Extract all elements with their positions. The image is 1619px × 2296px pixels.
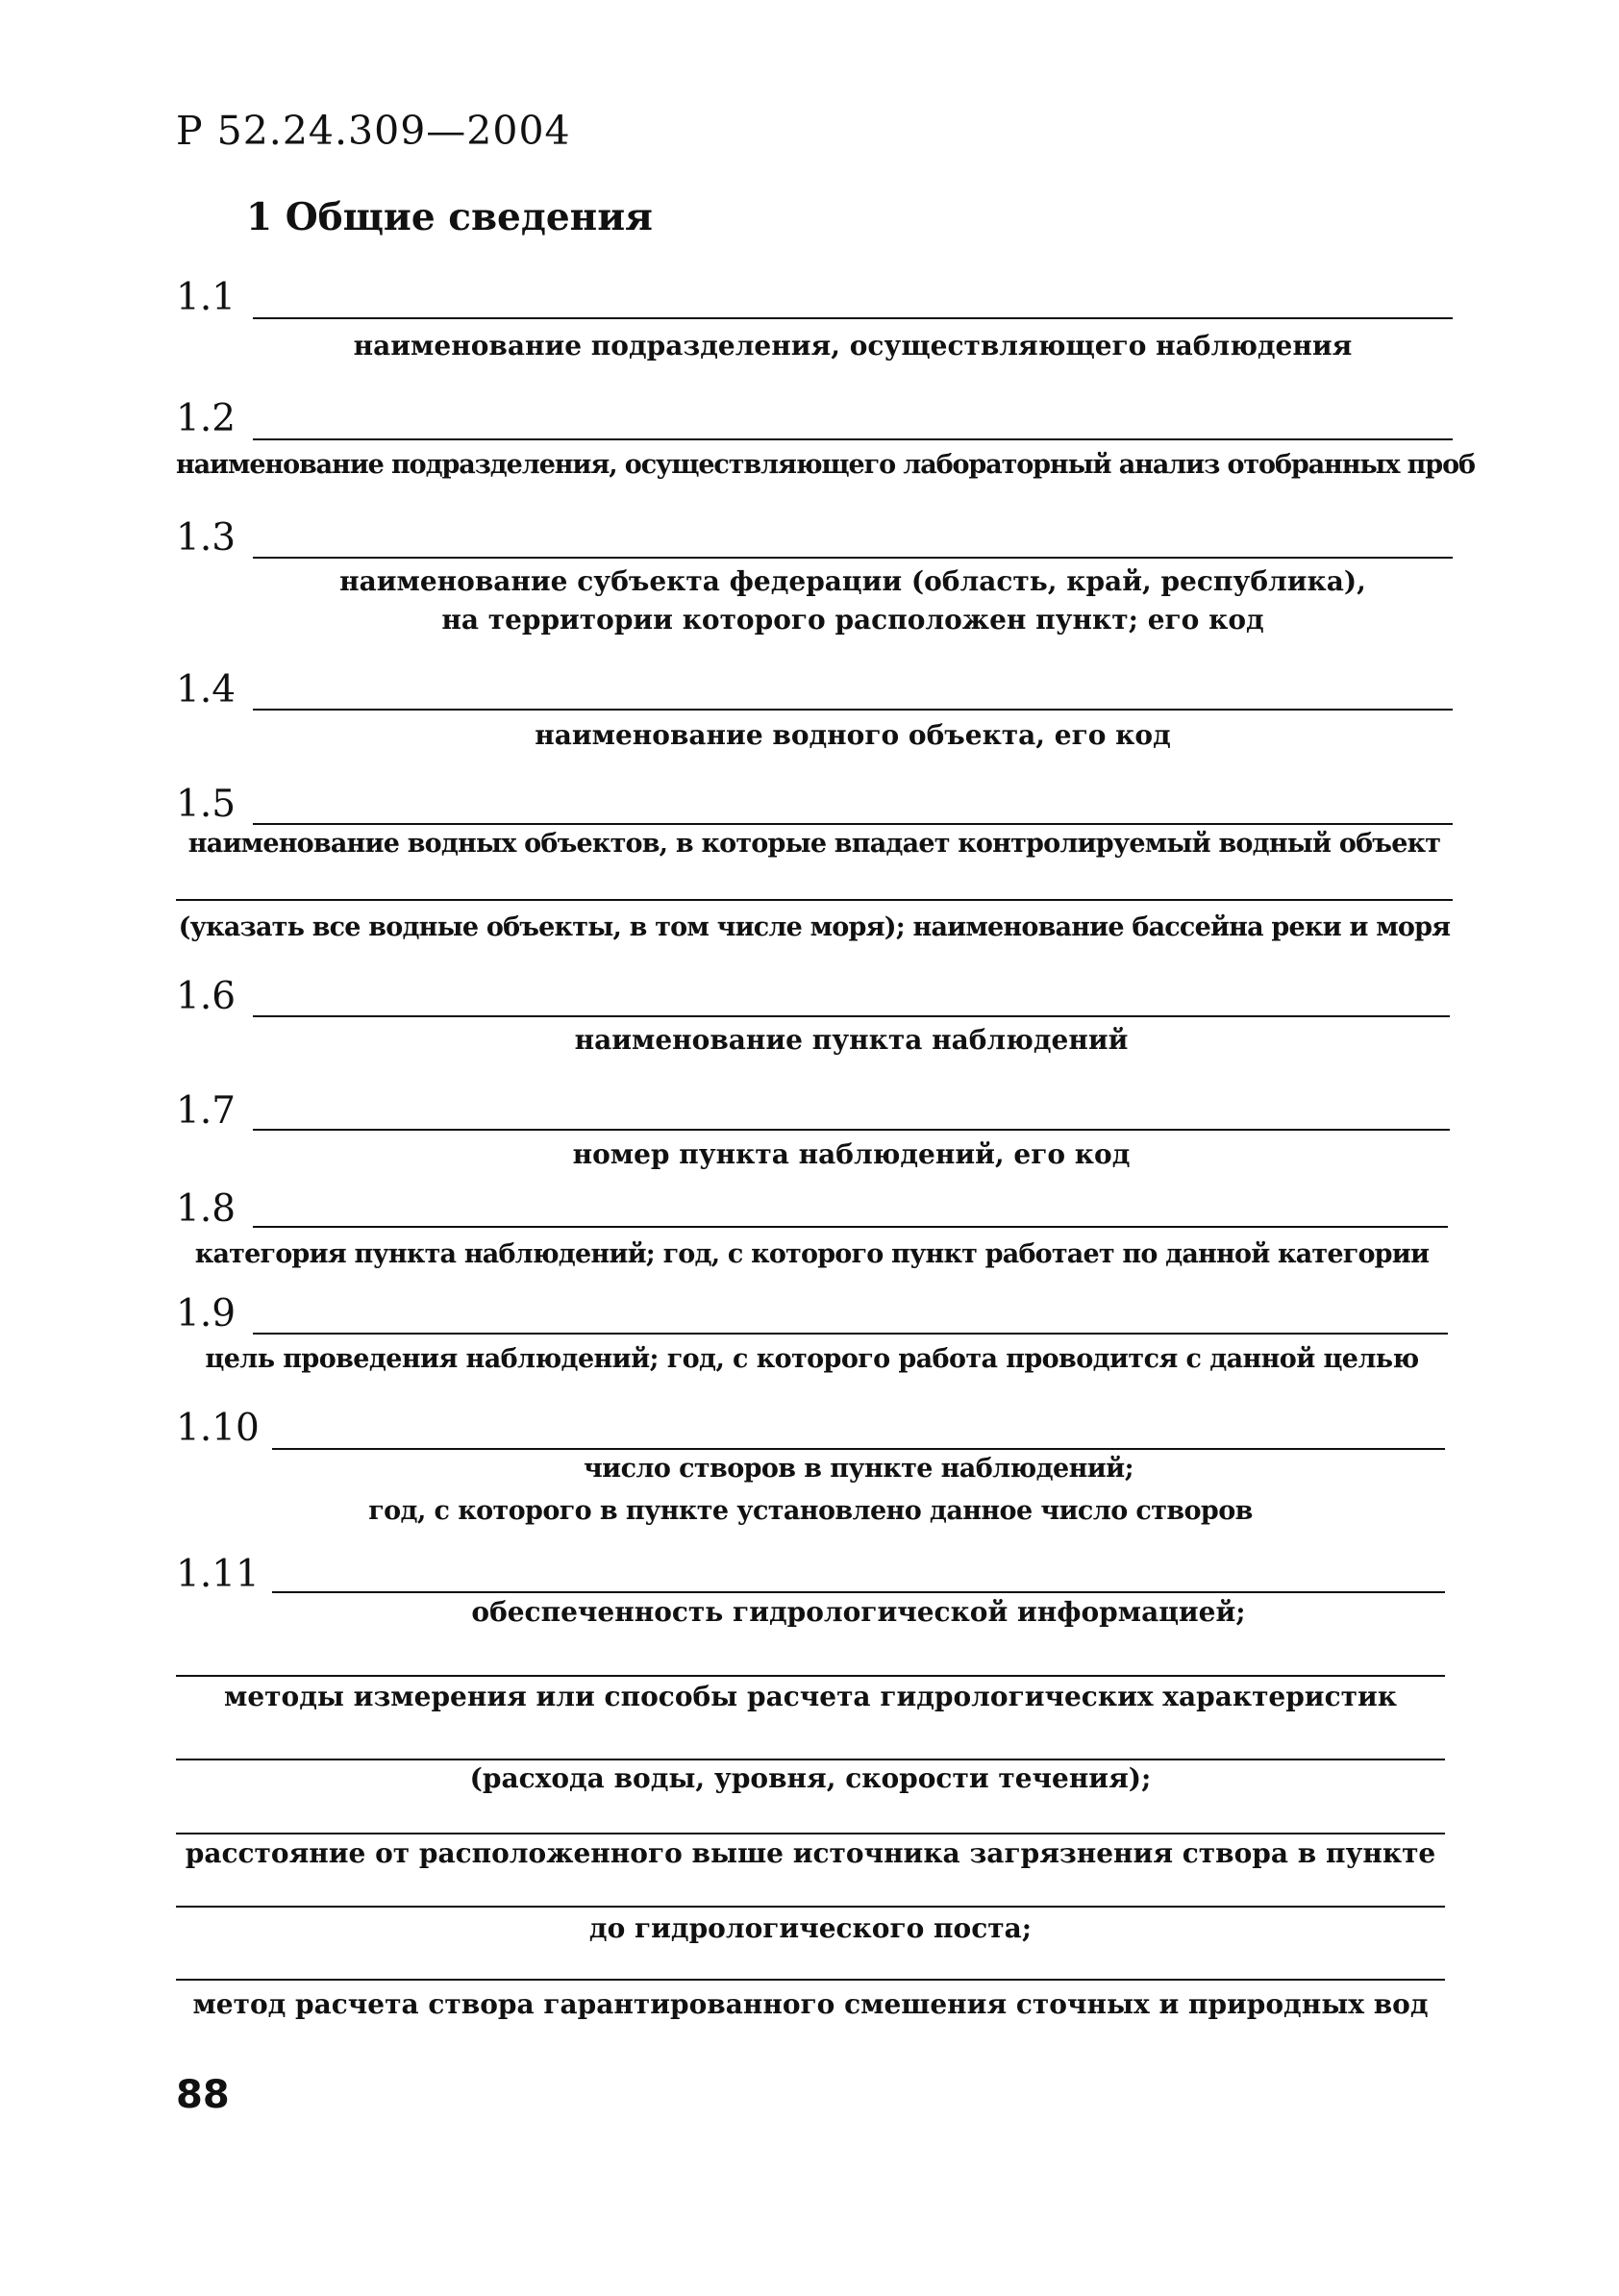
fill-line-1-8[interactable] (253, 1226, 1448, 1228)
caption-1-11-line6: метод расчета створа гарантированного смешения сточных и природных вод (192, 1988, 1429, 2020)
caption-1-4: наименование водного объекта, его код (535, 719, 1171, 751)
caption-1-2: наименование подразделения, осуществляющего лабораторный анализ отобранных проб (176, 450, 1475, 480)
fill-line-1-11-f[interactable] (176, 1979, 1445, 1981)
caption-1-11-line1: обеспеченность гидрологической информацией; (471, 1596, 1246, 1628)
fill-line-1-11-d[interactable] (176, 1833, 1445, 1834)
fill-line-1-11[interactable] (272, 1591, 1445, 1593)
item-number-1-1: 1.1 (176, 276, 237, 319)
caption-1-11-line3: (расхода воды, уровня, скорости течения); (469, 1762, 1152, 1794)
fill-line-1-7[interactable] (253, 1129, 1450, 1131)
fill-line-1-1[interactable] (253, 317, 1453, 319)
item-number-1-8: 1.8 (176, 1187, 237, 1231)
item-number-1-6: 1.6 (176, 975, 237, 1018)
caption-1-11-line5: до гидрологического поста; (588, 1912, 1033, 1944)
caption-1-5-line2: (указать все водные объекты, в том числе моря); наименование бассейна реки и моря (178, 912, 1451, 942)
fill-line-1-5-second[interactable] (176, 899, 1453, 901)
caption-1-9: цель проведения наблюдений; год, с которого работа проводится с данной целью (205, 1344, 1419, 1374)
item-number-1-11: 1.11 (176, 1553, 260, 1596)
fill-line-1-11-e[interactable] (176, 1906, 1445, 1908)
fill-line-1-11-c[interactable] (176, 1759, 1445, 1760)
fill-line-1-6[interactable] (253, 1015, 1450, 1017)
caption-1-6: наименование пункта наблюдений (574, 1024, 1129, 1056)
item-number-1-4: 1.4 (176, 668, 237, 711)
fill-line-1-10[interactable] (272, 1448, 1445, 1450)
item-number-1-9: 1.9 (176, 1292, 237, 1335)
fill-line-1-11-b[interactable] (176, 1675, 1445, 1677)
caption-1-8: категория пункта наблюдений; год, с которого пункт работает по данной категории (194, 1239, 1430, 1269)
caption-1-5-line1: наименование водных объектов, в которые впадает контролируемый водный объект (187, 829, 1441, 859)
caption-1-10-line1: число створов в пункте наблюдений; (584, 1454, 1133, 1484)
caption-1-3-line2: на территории которого расположен пункт; его код (441, 604, 1264, 636)
fill-line-1-2[interactable] (253, 438, 1453, 440)
item-number-1-7: 1.7 (176, 1089, 237, 1133)
fill-line-1-3[interactable] (253, 557, 1453, 559)
item-number-1-10: 1.10 (176, 1407, 260, 1450)
caption-1-11-line4: расстояние от расположенного выше источника загрязнения створа в пункте (185, 1837, 1436, 1869)
document-code: Р 52.24.309—2004 (176, 108, 571, 154)
fill-line-1-5[interactable] (253, 823, 1453, 825)
item-number-1-5: 1.5 (176, 783, 237, 826)
section-title: 1 Общие сведения (246, 195, 653, 239)
page-number: 88 (176, 2073, 230, 2117)
caption-1-1: наименование подразделения, осуществляющего наблюдения (353, 330, 1353, 362)
caption-1-11-line2: методы измерения или способы расчета гидрологических характеристик (224, 1681, 1397, 1712)
caption-1-10-line2: год, с которого в пункте установлено данное число створов (368, 1496, 1253, 1526)
fill-line-1-9[interactable] (253, 1333, 1448, 1335)
item-number-1-2: 1.2 (176, 397, 237, 440)
fill-line-1-4[interactable] (253, 709, 1453, 711)
caption-1-7: номер пункта наблюдений, его код (572, 1138, 1131, 1170)
caption-1-3-line1: наименование субъекта федерации (область, край, республика), (339, 565, 1366, 597)
item-number-1-3: 1.3 (176, 516, 237, 560)
